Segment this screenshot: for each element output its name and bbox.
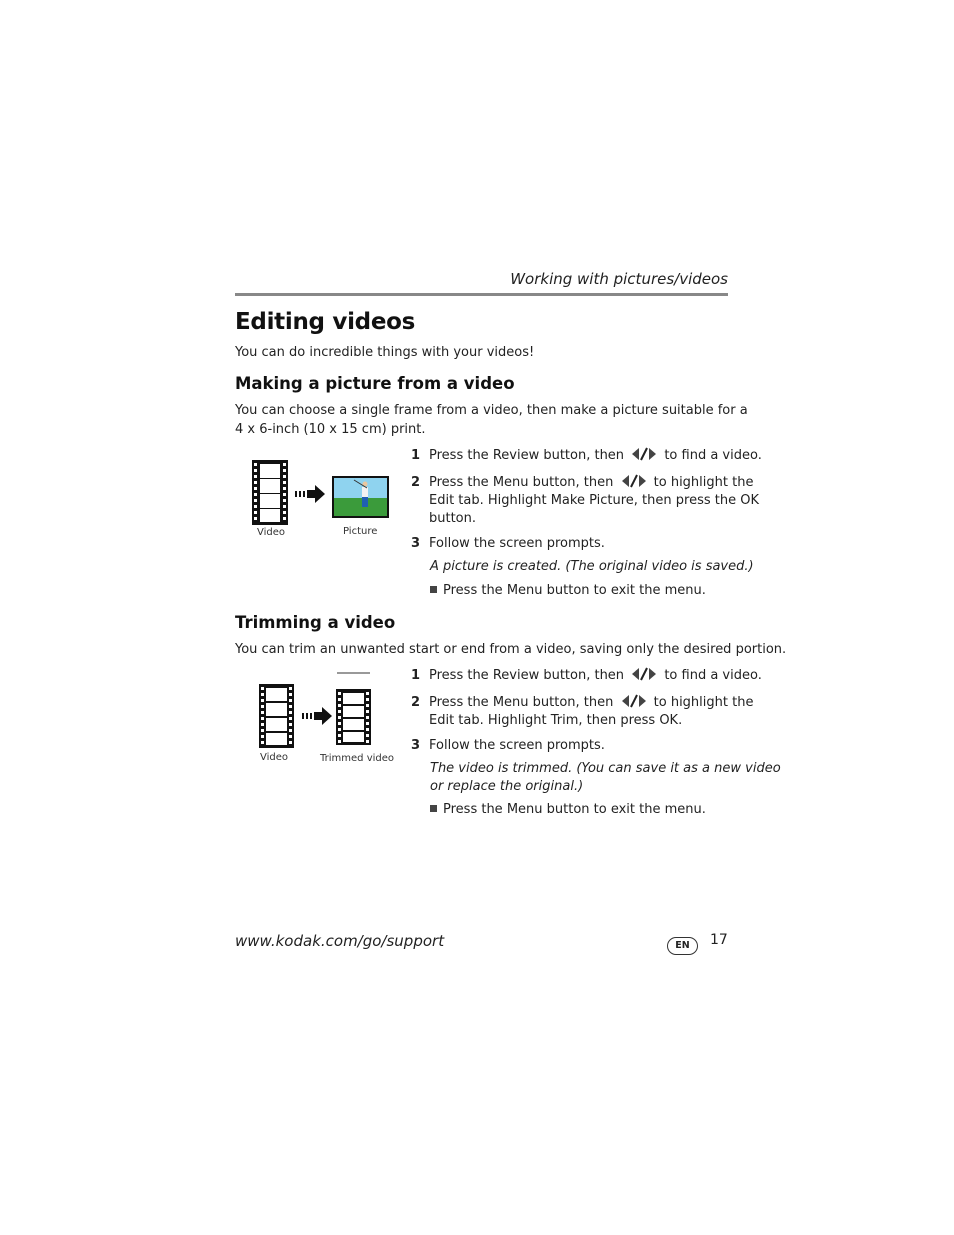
left-right-arrows-icon <box>621 694 647 708</box>
step-number: 2 <box>411 475 421 490</box>
caption-trimmed-video: Trimmed video <box>320 753 395 764</box>
step-text: to highlight the <box>653 695 754 710</box>
support-url[interactable]: www.kodak.com/go/support <box>235 932 445 950</box>
language-badge: EN <box>667 937 698 955</box>
trim-bullet: Press the Menu button to exit the menu. <box>430 801 706 819</box>
step-text: to find a video. <box>664 668 762 683</box>
step-number: 3 <box>411 536 421 551</box>
caption-video: Video <box>257 527 286 538</box>
step-number: 3 <box>411 738 421 753</box>
film-strip-icon <box>259 684 294 748</box>
making-step-1 <box>411 447 762 465</box>
trim-note-line1: The video is trimmed. (You can save it as a new video <box>430 761 781 776</box>
step-number: 1 <box>411 668 421 683</box>
step-number: 1 <box>411 448 421 463</box>
header-rule <box>235 293 728 296</box>
making-bullet: Press the Menu button to exit the menu. <box>430 582 706 600</box>
page-title: Editing videos <box>235 309 416 335</box>
step-text: Follow the screen prompts. <box>429 536 605 551</box>
trim-step-1 <box>411 667 762 685</box>
film-strip-icon <box>252 460 288 525</box>
trimming-desc: You can trim an unwanted start or end from a video, saving only the desired portion. <box>235 642 787 657</box>
golfer-picture-icon <box>332 476 389 518</box>
caption-video: Video <box>260 752 289 763</box>
left-right-arrows-icon <box>621 474 647 488</box>
making-note: A picture is created. (The original video is saved.) <box>430 559 754 574</box>
trimmed-film-strip-icon <box>336 689 371 745</box>
making-picture-desc-line1: You can choose a single frame from a video, then make a picture suitable for a <box>235 403 748 418</box>
making-picture-desc-line2: 4 x 6-inch (10 x 15 cm) print. <box>235 422 426 437</box>
section-heading-trimming: Trimming a video <box>235 613 396 632</box>
arrow-right-icon <box>295 485 325 503</box>
step-text: Follow the screen prompts. <box>429 738 605 753</box>
intro-text: You can do incredible things with your videos! <box>235 345 535 360</box>
step-text: Press the Menu button, then <box>429 475 614 490</box>
page-number: 17 <box>710 932 728 948</box>
step-text: to highlight the <box>653 475 754 490</box>
making-step-3 <box>411 535 731 553</box>
step-text: Edit tab. Highlight Make Picture, then press the OK <box>429 493 759 508</box>
bullet-square-icon <box>430 805 437 812</box>
step-number: 2 <box>411 695 421 710</box>
left-right-arrows-icon <box>631 447 657 461</box>
making-step-2 <box>411 474 759 528</box>
step-text: button. <box>429 511 477 526</box>
left-right-arrows-icon <box>631 667 657 681</box>
step-text: Press the Review button, then <box>429 448 625 463</box>
step-text: Press the Review button, then <box>429 668 625 683</box>
arrow-right-icon <box>302 707 332 725</box>
step-text: Press the Menu button, then <box>429 695 614 710</box>
bullet-square-icon <box>430 586 437 593</box>
trim-step-3 <box>411 737 731 755</box>
running-header: Working with pictures/videos <box>510 270 728 288</box>
trim-step-2 <box>411 694 754 730</box>
trim-note-line2: or replace the original.) <box>430 779 584 794</box>
caption-picture: Picture <box>343 526 378 537</box>
video-to-trimmed-illustration <box>256 670 376 752</box>
step-text: to find a video. <box>664 448 762 463</box>
step-text: Edit tab. Highlight Trim, then press OK. <box>429 713 683 728</box>
section-heading-making-picture: Making a picture from a video <box>235 374 515 393</box>
